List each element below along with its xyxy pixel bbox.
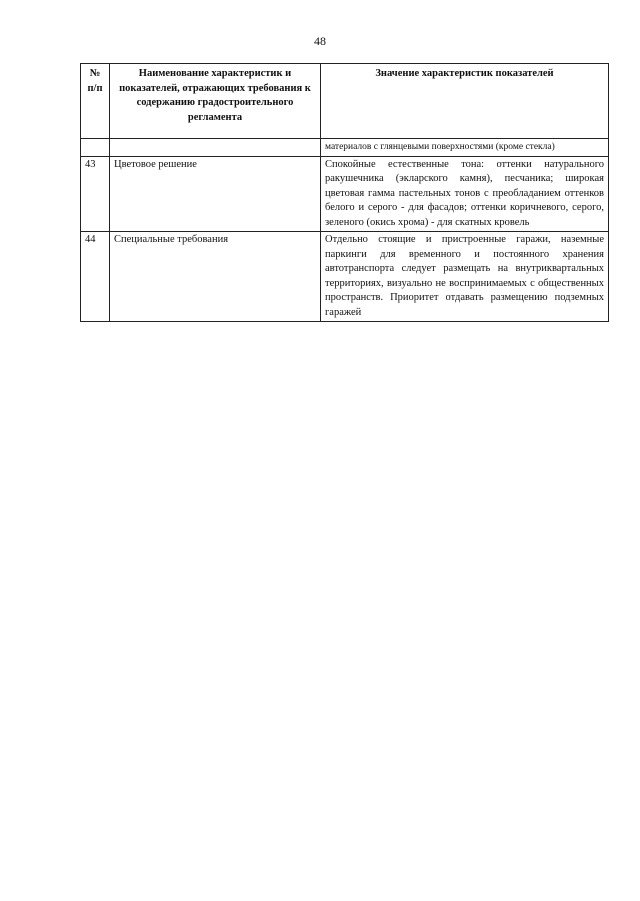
header-value: Значение характеристик показателей	[321, 64, 609, 139]
header-name: Наименование характеристик и показателей, отражающих требования к содержанию градостроительного регламента	[110, 64, 321, 139]
table-row	[81, 156, 609, 232]
row-num	[81, 139, 110, 157]
table-row	[81, 232, 609, 322]
table-header-row	[81, 64, 609, 139]
page-number: 48	[314, 34, 326, 48]
header-num: № п/п	[81, 64, 110, 139]
row-num: 44	[81, 232, 110, 322]
row-name: Цветовое решение	[110, 156, 321, 232]
row-value: Отдельно стоящие и пристроенные гаражи, наземные паркинги для временного и постоянного хранения автотранспорта следует размещать на внутриквартальных территориях, визуально не воспринимаемых с общественных пространств. Приоритет отдавать размещению подземных гаражей	[321, 232, 609, 322]
table-row	[81, 139, 609, 157]
row-num: 43	[81, 156, 110, 232]
regulation-table	[80, 63, 609, 322]
row-name: Специальные требования	[110, 232, 321, 322]
row-name	[110, 139, 321, 157]
row-value: Спокойные естественные тона: оттенки натурального ракушечника (экларского камня), песчаника; широкая цветовая гамма пастельных тонов с преобладанием оттенков белого и серого - для фасадов; оттенки коричневого, серого, зеленого (окись хрома) - для скатных кровель	[321, 156, 609, 232]
row-value: материалов с глянцевыми поверхностями (кроме стекла)	[321, 139, 609, 157]
